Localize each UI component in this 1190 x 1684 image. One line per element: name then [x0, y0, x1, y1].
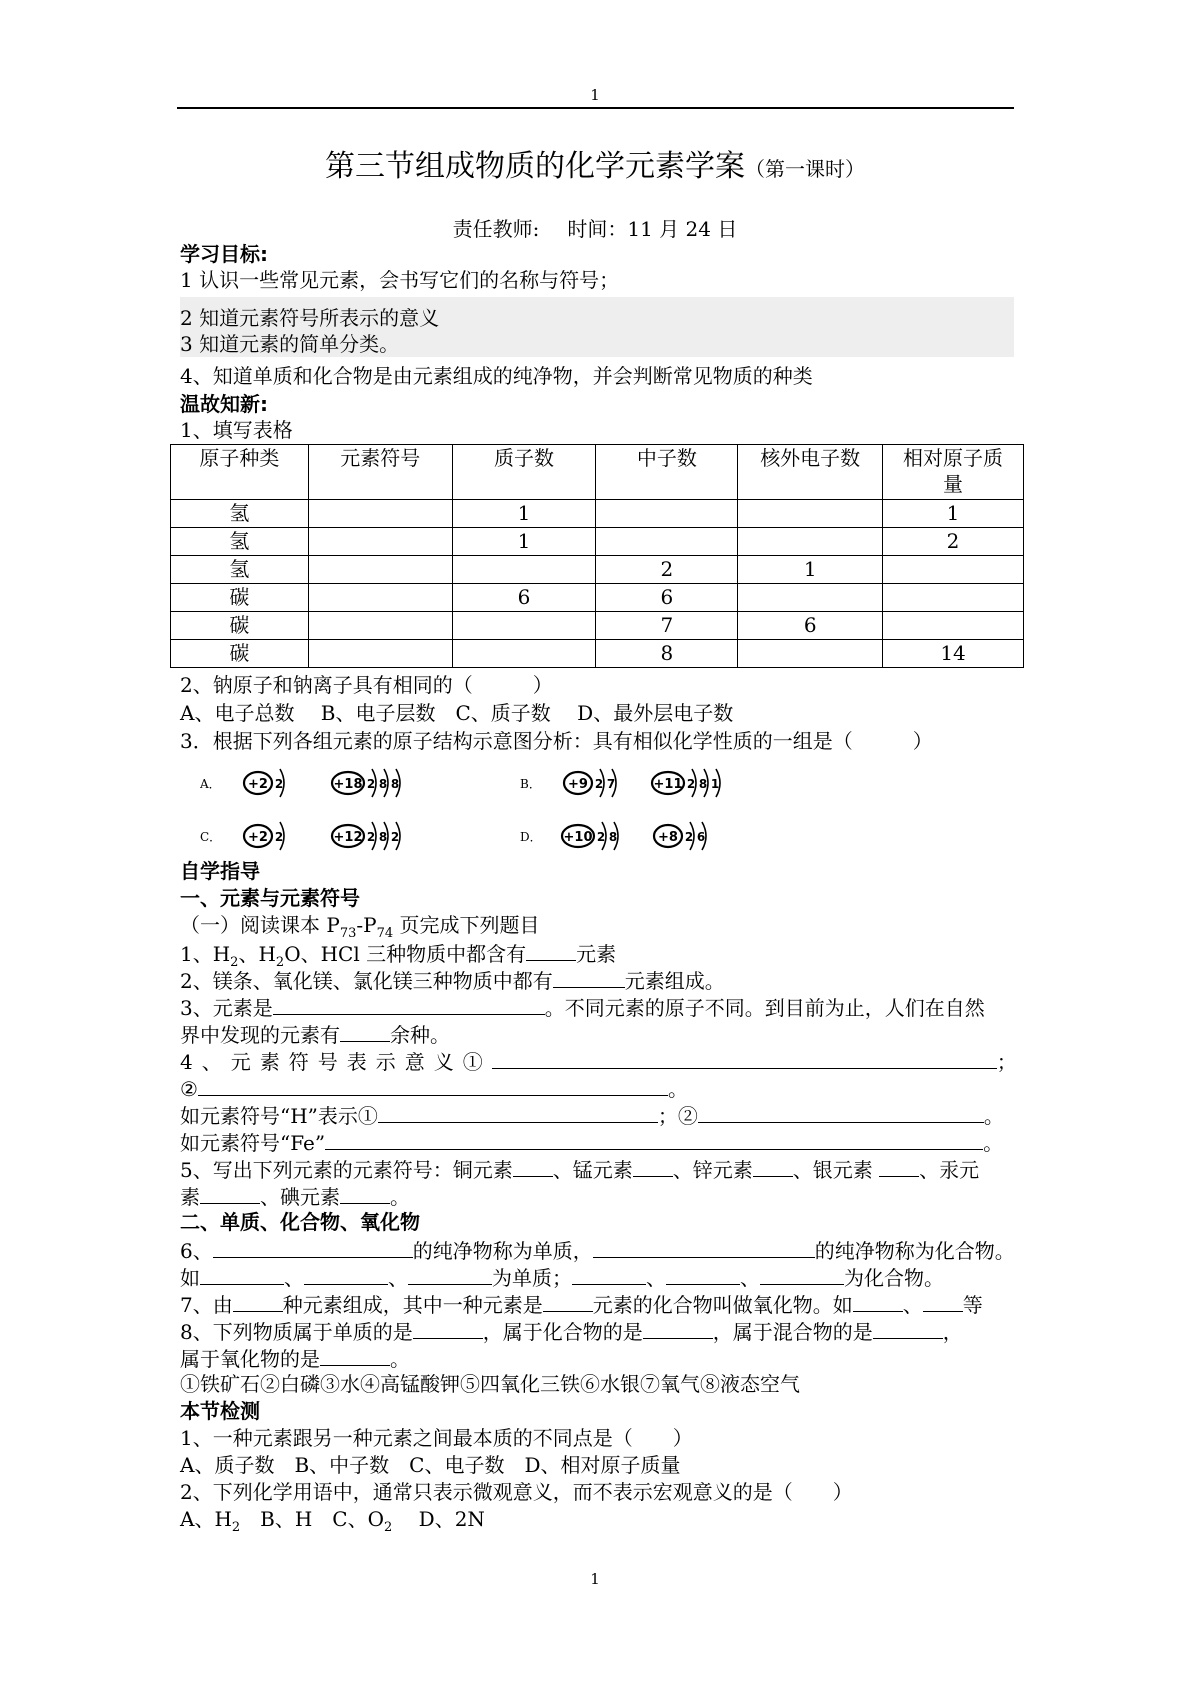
objective-3: 3 知道元素的简单分类。	[180, 332, 400, 356]
table-cell[interactable]	[452, 612, 596, 640]
table-cell: 6	[596, 584, 738, 612]
table-cell[interactable]	[308, 640, 452, 668]
table-cell[interactable]	[738, 528, 883, 556]
table-cell: 1	[883, 500, 1024, 528]
table-cell[interactable]	[308, 556, 452, 584]
table-header-cell: 相对原子质量	[883, 445, 1024, 500]
answer-blank[interactable]	[633, 1155, 673, 1177]
shell-electron-count: 2	[366, 777, 376, 791]
answer-blank[interactable]	[340, 1182, 390, 1204]
table-cell[interactable]	[883, 584, 1024, 612]
table-row	[171, 556, 1024, 584]
page-number-bottom: 1	[590, 1570, 600, 1588]
table-cell[interactable]	[308, 500, 452, 528]
atom-structure-diagrams	[200, 758, 760, 868]
answer-blank[interactable]	[553, 966, 625, 988]
time-label: 时间：11 月 24 日	[567, 217, 738, 241]
option-label: D．	[520, 830, 542, 844]
answer-blank[interactable]	[873, 1317, 943, 1339]
table-cell: 碳	[171, 612, 309, 640]
table-row	[171, 612, 1024, 640]
table-cell: 7	[596, 612, 738, 640]
guide-q5-cont: 素 、碘元素 。	[180, 1182, 410, 1210]
table-row	[171, 640, 1024, 668]
guide-q4-h: 如元素符号“H”表示① ；② 。	[180, 1101, 1004, 1129]
table-cell: 氢	[171, 500, 309, 528]
answer-blank[interactable]	[413, 1317, 483, 1339]
table-cell: 氢	[171, 528, 309, 556]
objective-2: 2 知道元素符号所表示的意义	[180, 306, 440, 330]
nucleus-charge: +2	[248, 830, 268, 845]
table-cell[interactable]	[452, 640, 596, 668]
answer-blank[interactable]	[923, 1290, 963, 1312]
answer-blank[interactable]	[543, 1290, 593, 1312]
guide-q4: 4、元素符号表示意义① ；	[180, 1047, 1017, 1075]
table-cell: 8	[596, 640, 738, 668]
header-rule	[177, 107, 1014, 109]
page-number-top: 1	[590, 86, 600, 104]
table-cell[interactable]	[738, 640, 883, 668]
answer-blank[interactable]	[760, 1263, 844, 1285]
answer-blank[interactable]	[753, 1155, 793, 1177]
shell-electron-count: 2	[274, 777, 284, 791]
guide-q2: 2、镁条、氧化镁、氯化镁三种物质中都有 元素组成。	[180, 966, 725, 994]
answer-blank[interactable]	[320, 1344, 390, 1366]
shell-electron-count: 6	[696, 830, 706, 844]
answer-blank[interactable]	[643, 1317, 713, 1339]
nucleus-charge: +11	[653, 777, 683, 792]
answer-blank[interactable]	[200, 1263, 284, 1285]
table-cell[interactable]	[452, 556, 596, 584]
table-cell: 碳	[171, 640, 309, 668]
title-main: 第三节组成物质的化学元素学案	[325, 149, 745, 184]
answer-blank[interactable]	[325, 1128, 983, 1150]
title-suffix: （第一课时）	[745, 157, 865, 181]
section-2-heading: 二、单质、化合物、氧化物	[180, 1210, 420, 1234]
page-title	[0, 147, 1190, 189]
review-q1: 1、填写表格	[180, 418, 293, 442]
objectives-heading: 学习目标:	[180, 242, 268, 266]
table-header-cell: 原子种类	[171, 445, 309, 500]
check-q2: 2、下列化学用语中，通常只表示微观意义，而不表示宏观意义的是（ ）	[180, 1480, 853, 1504]
table-cell[interactable]	[308, 528, 452, 556]
nucleus-charge: +9	[568, 777, 588, 792]
table-cell[interactable]	[596, 528, 738, 556]
option-label: C．	[200, 830, 222, 844]
substance-list: ①铁矿石②白磷③水④高锰酸钾⑤四氧化三铁⑥水银⑦氧气⑧液态空气	[180, 1372, 800, 1396]
answer-blank[interactable]	[492, 1047, 997, 1069]
objective-1: 1 认识一些常见元素，会书写它们的名称与符号；	[180, 268, 620, 292]
guide-q1: 1、$H_2$、$H_2O$、HCl 三种物质中都含有 元素	[180, 939, 616, 976]
answer-blank[interactable]	[340, 1020, 390, 1042]
check-q1: 1、一种元素跟另一种元素之间最本质的不同点是（ ）	[180, 1426, 693, 1450]
guide-q4-cont: ② 。	[180, 1074, 688, 1102]
answer-blank[interactable]	[233, 1290, 283, 1312]
atom-table	[170, 444, 1024, 668]
answer-blank[interactable]	[853, 1290, 903, 1312]
table-header-row	[171, 445, 1024, 500]
guide-q5: 5、写出下列元素的元素符号：铜元素 、锰元素 、锌元素 、银元素 、汞元	[180, 1155, 979, 1183]
check-heading: 本节检测	[180, 1399, 260, 1423]
table-row	[171, 528, 1024, 556]
answer-blank[interactable]	[213, 1236, 413, 1258]
answer-blank[interactable]	[378, 1101, 658, 1123]
table-header-cell: 质子数	[452, 445, 596, 500]
check-q2-options: A、$H_2$ B、H C、$O_2$ D、2N	[180, 1507, 485, 1535]
shell-electron-count: 2	[596, 830, 606, 844]
shell-electron-count: 8	[608, 830, 618, 844]
table-cell: 氢	[171, 556, 309, 584]
answer-blank[interactable]	[879, 1155, 919, 1177]
teacher-label: 责任教师:	[452, 217, 540, 241]
answer-blank[interactable]	[304, 1263, 388, 1285]
answer-blank[interactable]	[273, 993, 545, 1015]
nucleus-charge: +18	[333, 777, 363, 792]
shell-electron-count: 2	[366, 830, 376, 844]
option-label: B．	[520, 777, 541, 791]
shell-electron-count: 2	[390, 830, 400, 844]
table-header-cell: 中子数	[596, 445, 738, 500]
answer-blank[interactable]	[572, 1263, 646, 1285]
shell-electron-count: 2	[274, 830, 284, 844]
table-cell: 1	[452, 500, 596, 528]
shell-electron-count: 8	[378, 777, 388, 791]
guide-q6-cont: 如 、 、 为单质； 、 、 为化合物。	[180, 1263, 944, 1291]
option-label: A．	[200, 777, 221, 791]
table-cell[interactable]	[883, 612, 1024, 640]
nucleus-charge: +12	[333, 830, 363, 845]
nucleus-charge: +2	[248, 777, 268, 792]
table-cell: 1	[452, 528, 596, 556]
shell-electron-count: 8	[698, 777, 708, 791]
nucleus-charge: +8	[658, 830, 678, 845]
answer-blank[interactable]	[698, 1101, 984, 1123]
guide-q8: 8、下列物质属于单质的是 ，属于化合物的是 ，属于混合物的是 ，	[180, 1317, 963, 1345]
shell-electron-count: 2	[684, 830, 694, 844]
table-cell: 6	[738, 612, 883, 640]
review-q2: 2、钠原子和钠离子具有相同的（ ）	[180, 673, 553, 697]
objective-4: 4、知道单质和化合物是由元素组成的纯净物，并会判断常见物质的种类	[180, 364, 813, 388]
guide-q8-cont: 属于氧化物的是 。	[180, 1344, 410, 1372]
guide-q4-fe: 如元素符号“Fe” 。	[180, 1128, 1003, 1156]
answer-blank[interactable]	[408, 1263, 492, 1285]
review-q3: 3．根据下列各组元素的原子结构示意图分析：具有相似化学性质的一组是（ ）	[180, 729, 933, 753]
answer-blank[interactable]	[513, 1155, 553, 1177]
guide-q6: 6、 的纯净物称为单质， 的纯净物称为化合物。	[180, 1236, 1015, 1264]
table-cell: 碳	[171, 584, 309, 612]
shell-electron-count: 2	[686, 777, 696, 791]
check-q1-options: A、质子数 B、中子数 C、电子数 D、相对原子质量	[180, 1453, 681, 1477]
reading-instruction: （一）阅读课本 $P_{73}-P_{74}$ 页完成下列题目	[180, 913, 540, 941]
shell-electron-count: 8	[390, 777, 400, 791]
section-1-heading: 一、元素与元素符号	[180, 886, 360, 910]
table-cell[interactable]	[738, 584, 883, 612]
table-cell[interactable]	[596, 500, 738, 528]
nucleus-charge: +10	[563, 830, 593, 845]
review-q2-options: A、电子总数 B、电子层数 C、质子数 D、最外层电子数	[180, 701, 734, 725]
guide-q7: 7、由 种元素组成，其中一种元素是 元素的化合物叫做氧化物。如 、 等	[180, 1290, 983, 1318]
table-row	[171, 584, 1024, 612]
table-cell: 6	[452, 584, 596, 612]
table-header-cell: 元素符号	[308, 445, 452, 500]
answer-blank[interactable]	[200, 1182, 260, 1204]
table-cell: 2	[596, 556, 738, 584]
table-cell: 1	[738, 556, 883, 584]
table-header-cell: 核外电子数	[738, 445, 883, 500]
table-row	[171, 500, 1024, 528]
table-cell: 2	[883, 528, 1024, 556]
guide-q3: 3、元素是 。不同元素的原子不同。到目前为止，人们在自然	[180, 993, 985, 1021]
shell-electron-count: 7	[606, 777, 616, 791]
answer-blank[interactable]	[593, 1236, 815, 1258]
shell-electron-count: 1	[710, 777, 720, 791]
table-cell[interactable]	[738, 500, 883, 528]
answer-blank[interactable]	[666, 1263, 740, 1285]
table-cell[interactable]	[308, 584, 452, 612]
table-cell[interactable]	[308, 612, 452, 640]
answer-blank[interactable]	[198, 1074, 668, 1096]
teacher-line	[0, 213, 1190, 242]
review-heading: 温故知新:	[180, 392, 268, 416]
shell-electron-count: 8	[378, 830, 388, 844]
table-cell[interactable]	[883, 556, 1024, 584]
guide-heading: 自学指导	[180, 859, 260, 883]
table-cell: 14	[883, 640, 1024, 668]
answer-blank[interactable]	[526, 939, 576, 961]
shell-electron-count: 2	[594, 777, 604, 791]
guide-q3-cont: 界中发现的元素有 余种。	[180, 1020, 450, 1048]
